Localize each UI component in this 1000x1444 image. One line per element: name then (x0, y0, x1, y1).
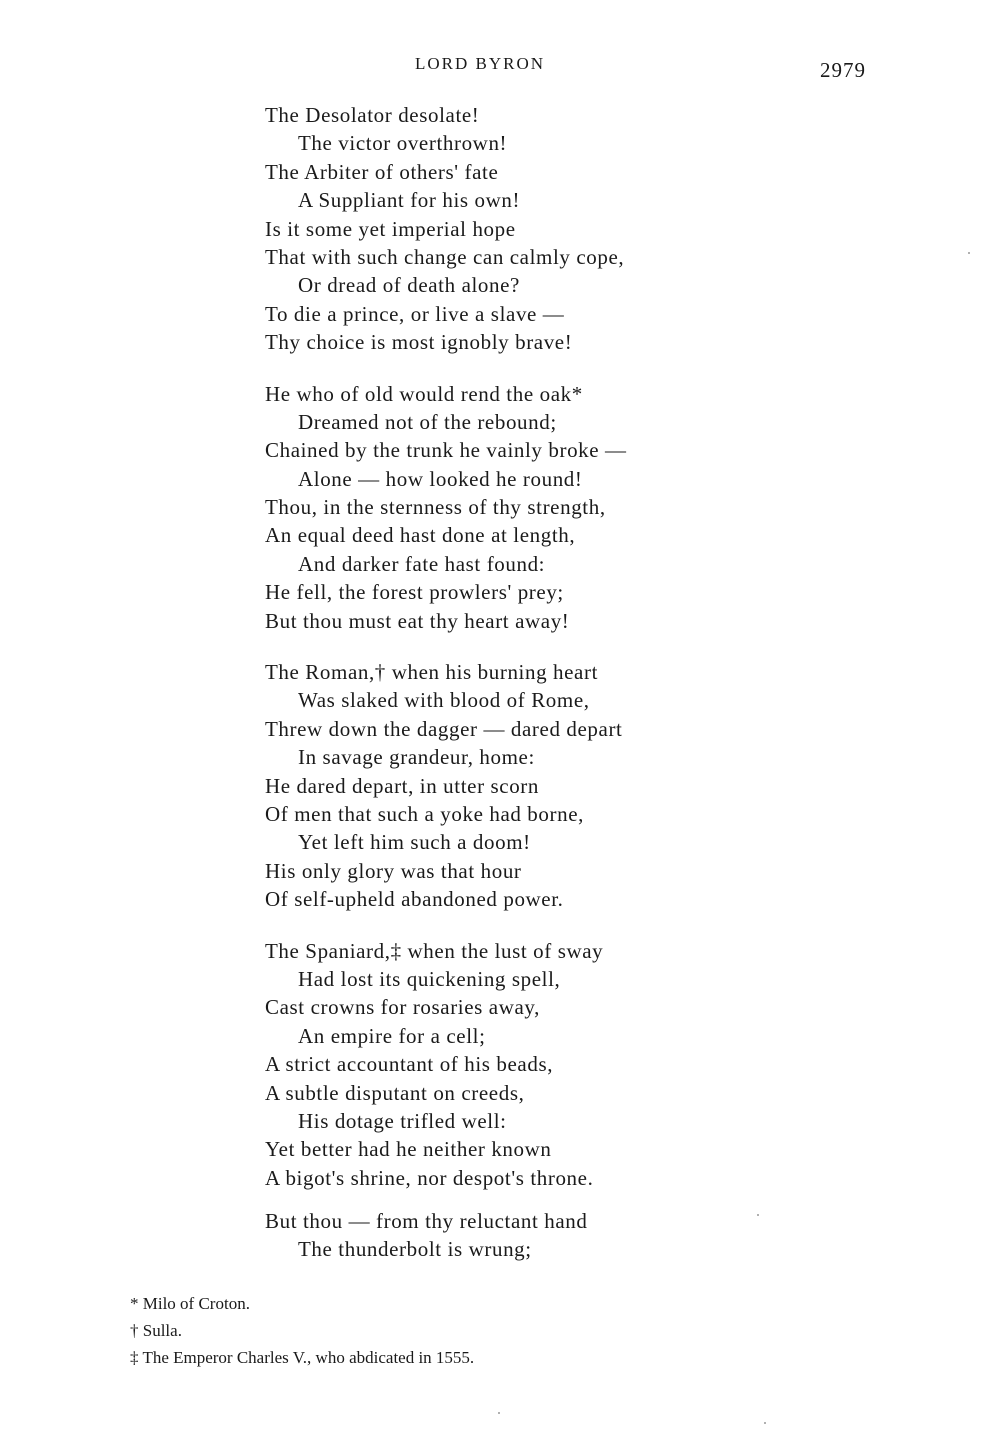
poem-line: He who of old would rend the oak* (265, 381, 583, 406)
poem-line: But thou must eat thy heart away! (265, 608, 570, 633)
scan-speck (968, 252, 970, 254)
poem-line: Yet better had he neither known (265, 1137, 552, 1162)
scan-speck (764, 1422, 766, 1424)
poem-line: A strict accountant of his beads, (265, 1052, 554, 1077)
stanza (265, 1207, 785, 1264)
poem-body (265, 101, 785, 1287)
poem-line: Was slaked with blood of Rome, (298, 688, 590, 713)
poem-line: The Arbiter of others' fate (265, 159, 499, 184)
poem-line: In savage grandeur, home: (298, 745, 535, 770)
poem-line: The Desolator desolate! (265, 103, 480, 127)
scan-speck (757, 1214, 759, 1216)
poem-line: Dreamed not of the rebound; (298, 409, 557, 434)
poem-line: Chained by the trunk he vainly broke — (265, 438, 627, 463)
poem-line: Or dread of death alone? (298, 273, 520, 298)
footnotes (130, 1290, 830, 1371)
stanza (265, 658, 785, 914)
poem-line: He dared depart, in utter scorn (265, 773, 539, 798)
poem-line: An equal deed hast done at length, (265, 523, 576, 548)
poem-line: His dotage trifled well: (298, 1108, 507, 1133)
footnote: ‡ The Emperor Charles V., who abdicated in 1555. (130, 1348, 475, 1367)
poem-line: That with such change can calmly cope, (265, 244, 625, 269)
poem-line: To die a prince, or live a slave — (265, 301, 565, 326)
poem-line: The Spaniard,‡ when the lust of sway (265, 938, 604, 963)
poem-line: He fell, the forest prowlers' prey; (265, 580, 564, 605)
poem-line: Had lost its quickening spell, (298, 966, 561, 991)
poem-line: Cast crowns for rosaries away, (265, 995, 540, 1020)
poem-line: The thunderbolt is wrung; (298, 1237, 532, 1262)
poem-line: Yet left him such a doom! (298, 830, 531, 855)
stanza (265, 380, 785, 636)
poem-line: Thou, in the sternness of thy strength, (265, 495, 606, 520)
stanza (265, 101, 785, 357)
scan-speck (498, 1412, 500, 1414)
poem-line: His only glory was that hour (265, 858, 522, 883)
footnote: * Milo of Croton. (130, 1294, 250, 1313)
running-head: LORD BYRON (414, 54, 546, 73)
poem-line: Of men that such a yoke had borne, (265, 801, 584, 826)
poem-line: The victor overthrown! (298, 131, 508, 156)
poem-line: Thy choice is most ignobly brave! (265, 330, 573, 355)
poem-line: Is it some yet imperial hope (265, 216, 516, 241)
poem-line: Threw down the dagger — dared depart (265, 716, 623, 741)
poem-line: And darker fate hast found: (298, 551, 546, 576)
poem-line: But thou — from thy reluctant hand (265, 1209, 588, 1234)
poem-line: The Roman,† when his burning heart (265, 660, 599, 685)
poem-line: A Suppliant for his own! (298, 188, 521, 213)
poem-line: A bigot's shrine, nor despot's throne. (265, 1165, 594, 1190)
poem-line: A subtle disputant on creeds, (265, 1080, 525, 1105)
poem-line: Alone — how looked he round! (298, 466, 583, 491)
footnote: † Sulla. (130, 1321, 182, 1340)
stanza (265, 937, 785, 1193)
poem-line: An empire for a cell; (298, 1023, 486, 1048)
page-number: 2979 (820, 58, 866, 82)
poem-line: Of self-upheld abandoned power. (265, 887, 564, 912)
